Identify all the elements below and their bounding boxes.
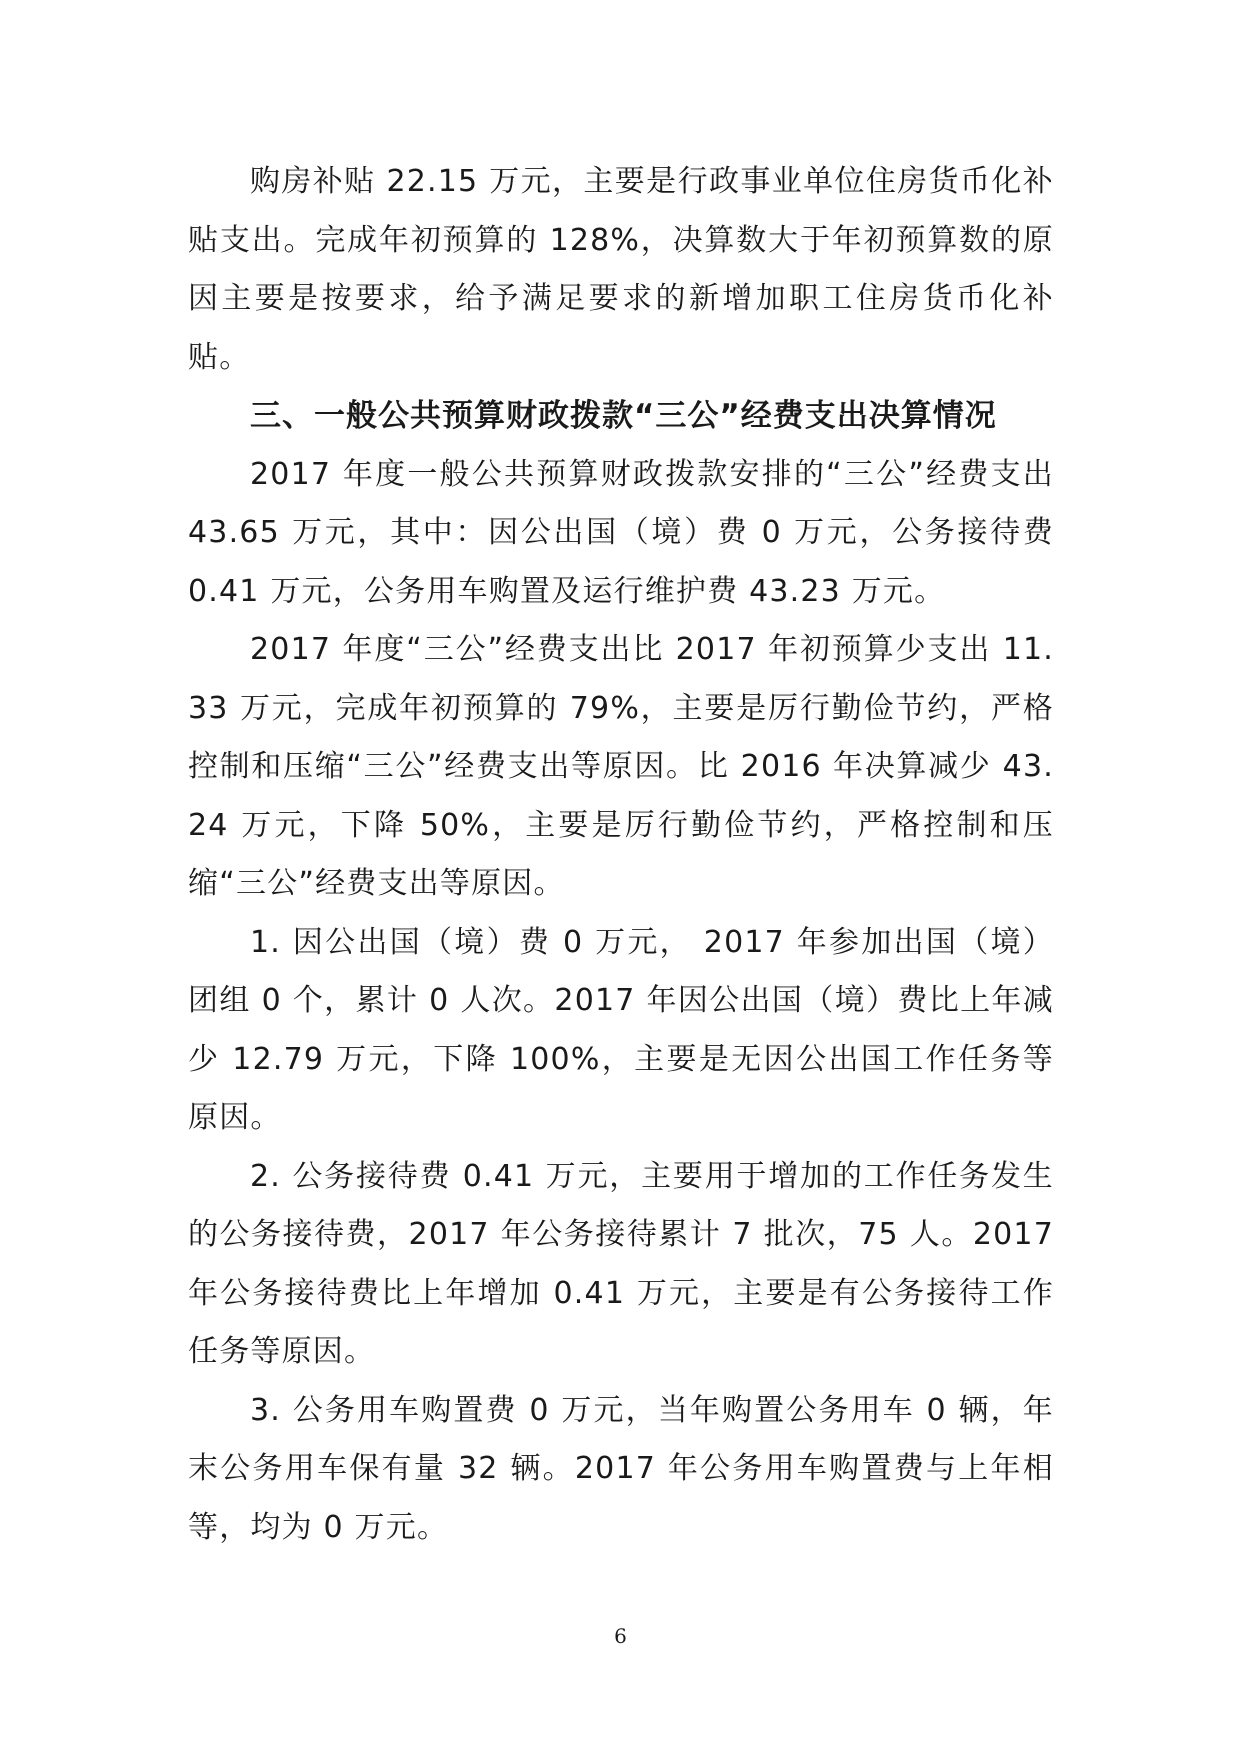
- paragraph-vehicle-purchase: 3. 公务用车购置费 0 万元，当年购置公务用车 0 辆，年末公务用车保有量 32 辆。2017 年公务用车购置费与上年相等，均为 0 万元。: [188, 1392, 1054, 1545]
- paragraph-three-public-total: 2017 年度一般公共预算财政拨款安排的“三公”经费支出 43.65 万元，其中：因公出国（境）费 0 万元，公务接待费 0.41 万元，公务用车购置及运行维护费 43.23 万元。: [188, 456, 1054, 609]
- paragraph-housing-subsidy: 购房补贴 22.15 万元，主要是行政事业单位住房货币化补贴支出。完成年初预算的 128%，决算数大于年初预算数的原因主要是按要求，给予满足要求的新增加职工住房货币化补贴。: [188, 164, 1054, 375]
- paragraph-official-reception: 2. 公务接待费 0.41 万元，主要用于增加的工作任务发生的公务接待费，2017 年公务接待累计 7 批次，75 人。2017 年公务接待费比上年增加 0.41 万元，主要是有公务接待工作任务等原因。: [188, 1158, 1054, 1369]
- document-body: [188, 153, 1054, 1557]
- paragraph-overseas-travel: 1. 因公出国（境）费 0 万元， 2017 年参加出国（境）团组 0 个，累计 0 人次。2017 年因公出国（境）费比上年减少 12.79 万元，下降 100%，主要是无因公出国工作任务等原因。: [188, 924, 1054, 1135]
- page-number: 6: [614, 1624, 627, 1648]
- section-heading: 三、一般公共预算财政拨款“三公”经费支出决算情况: [250, 398, 997, 434]
- paragraph-three-public-comparison: 2017 年度“三公”经费支出比 2017 年初预算少支出 11.33 万元，完成年初预算的 79%，主要是厉行勤俭节约，严格控制和压缩“三公”经费支出等原因。比 2016 年决算减少 43.24 万元，下降 50%，主要是厉行勤俭节约，严格控制和压缩“三公”经费支出等原因。: [188, 632, 1054, 901]
